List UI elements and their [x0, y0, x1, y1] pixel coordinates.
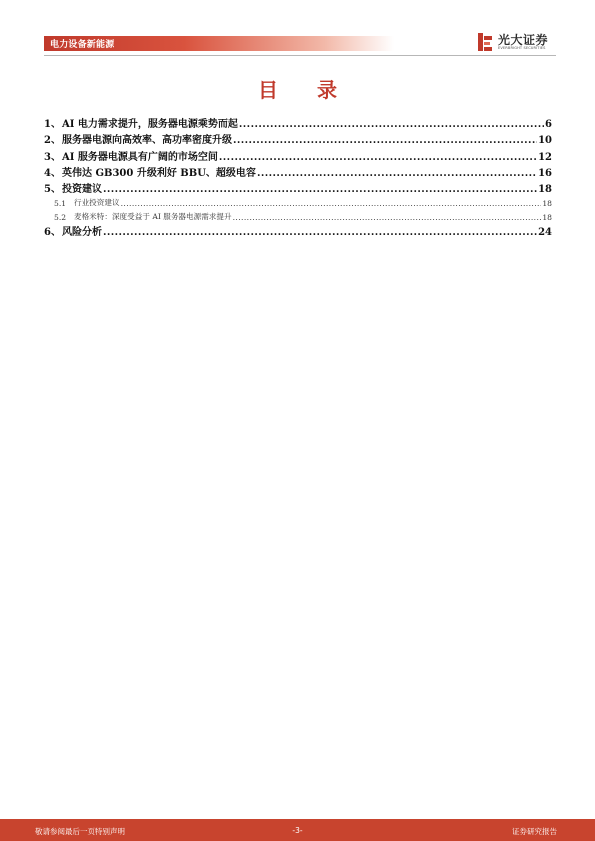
toc-entry-page: 18 [542, 199, 552, 209]
toc-entry-number: 4、 [44, 167, 61, 179]
logo-text-en: EVERBRIGHT SECURITIES [498, 46, 546, 50]
toc-leader-dots [239, 119, 544, 130]
header-section-label: 电力设备新能源 [50, 40, 115, 50]
toc-entry[interactable] [44, 179, 552, 195]
toc-leader-dots [103, 227, 537, 238]
toc-leader-dots [219, 152, 537, 163]
logo-mark-icon [476, 32, 494, 52]
toc-entry-page: 18 [542, 212, 552, 222]
table-of-contents [44, 114, 552, 238]
footer-bar [0, 819, 595, 841]
toc-entry[interactable] [44, 130, 552, 146]
toc-entry-title: 行业投资建议 [74, 198, 120, 208]
toc-entry-number: 1、 [44, 119, 61, 131]
toc-entry[interactable] [44, 114, 552, 130]
toc-title: 目 录 [258, 78, 353, 102]
toc-entry[interactable] [44, 208, 552, 221]
company-logo [476, 30, 556, 54]
toc-entry-title: 风险分析 [62, 226, 102, 238]
toc-leader-dots [257, 168, 537, 179]
header-section-tag [44, 36, 394, 51]
toc-entry-number: 3、 [44, 151, 61, 163]
header-divider [44, 55, 556, 56]
toc-entry-title: AI 服务器电源具有广阔的市场空间 [62, 151, 218, 163]
toc-entry[interactable] [44, 222, 552, 238]
toc-entry-title: 英伟达 GB300 升级利好 BBU、超级电容 [62, 167, 256, 179]
toc-entry-number: 5.2 [54, 212, 67, 222]
toc-entry-title: 麦格米特：深度受益于 AI 服务器电源需求提升 [74, 211, 232, 221]
footer-page-number: -3- [292, 826, 303, 835]
toc-entry-page: 18 [538, 183, 552, 195]
toc-entry[interactable] [44, 163, 552, 179]
toc-entry-page: 6 [545, 119, 552, 131]
toc-entry-page: 16 [538, 167, 552, 179]
toc-entry-number: 5、 [44, 183, 61, 195]
toc-leader-dots [233, 213, 542, 222]
toc-entry-title: 服务器电源向高效率、高功率密度升级 [62, 135, 232, 147]
toc-leader-dots [233, 135, 537, 146]
logo-text-cn: 光大证券 [498, 33, 549, 47]
toc-leader-dots [121, 199, 542, 208]
toc-entry[interactable] [44, 195, 552, 208]
toc-entry-number: 2、 [44, 135, 61, 147]
footer-report-type: 证券研究报告 [512, 827, 557, 836]
toc-entry-number: 5.1 [54, 199, 67, 209]
toc-entry-page: 24 [538, 226, 552, 238]
footer-disclaimer: 敬请参阅最后一页特别声明 [35, 827, 125, 836]
toc-entry-page: 12 [538, 151, 552, 163]
toc-leader-dots [103, 184, 537, 195]
toc-entry[interactable] [44, 146, 552, 162]
toc-entry-title: 投资建议 [62, 183, 102, 195]
toc-entry-title: AI 电力需求提升，服务器电源乘势而起 [62, 119, 238, 131]
toc-entry-page: 10 [538, 135, 552, 147]
toc-entry-number: 6、 [44, 226, 61, 238]
